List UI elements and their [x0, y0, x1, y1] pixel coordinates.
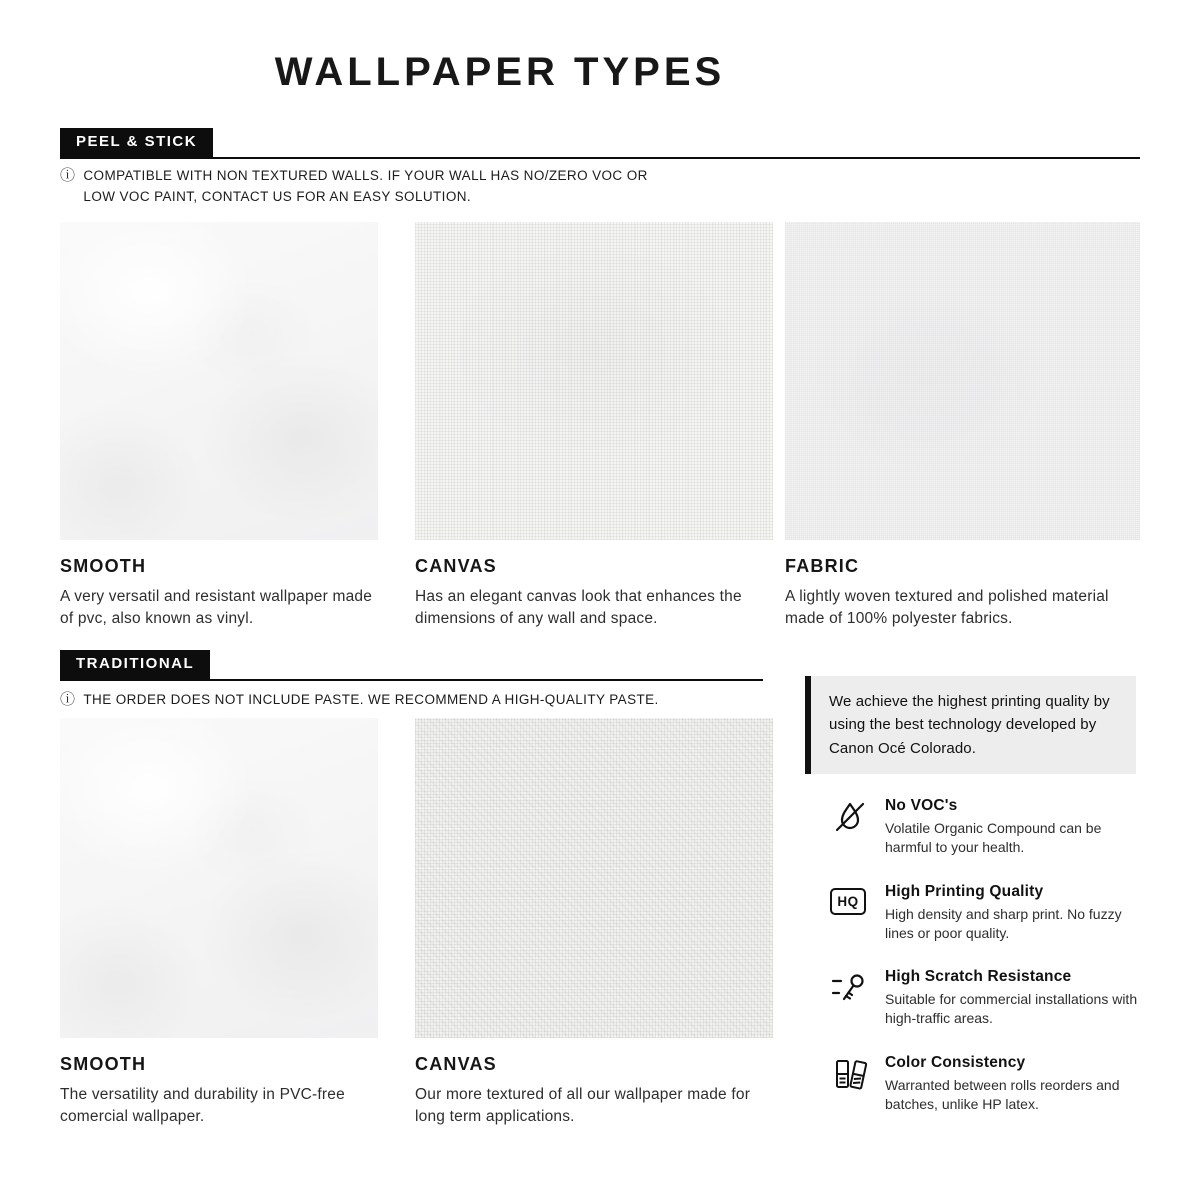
feature-title: High Scratch Resistance — [885, 968, 1072, 985]
wallpaper-card-peel-fabric — [785, 222, 1140, 629]
feature-description: High density and sharp print. No fuzzy lines or poor quality. — [885, 906, 1122, 942]
swatch-canvas-texture — [415, 718, 773, 1038]
feature-body — [885, 797, 1142, 858]
card-description: A very versatil and resistant wallpaper made of pvc, also known as vinyl. — [60, 588, 373, 627]
feature-description: Warranted between rolls reorders and batches, unlike HP latex. — [885, 1077, 1120, 1113]
card-title: FABRIC — [785, 556, 860, 576]
feature-body — [885, 1054, 1142, 1115]
feature-no-vocs — [830, 797, 1142, 858]
card-description: The versatility and durability in PVC-free comercial wallpaper. — [60, 1086, 345, 1125]
feature-high-printing-quality — [830, 883, 1142, 944]
card-title: SMOOTH — [60, 1054, 147, 1074]
swatch-smooth-texture — [60, 718, 378, 1038]
feature-description: Suitable for commercial installations with high-traffic areas. — [885, 991, 1138, 1027]
card-title: CANVAS — [415, 1054, 497, 1074]
feature-title: Color Consistency — [885, 1054, 1026, 1071]
info-icon: ⓘ — [60, 691, 76, 708]
wallpaper-card-traditional-smooth — [60, 718, 378, 1127]
color-swatches-icon — [830, 1054, 870, 1094]
wallpaper-card-traditional-canvas — [415, 718, 773, 1127]
page-title: WALLPAPER TYPES — [274, 50, 726, 94]
section-badge-peel-stick: PEEL & STICK — [60, 128, 213, 157]
section-header-traditional — [60, 650, 763, 681]
card-description: A lightly woven textured and polished material made of 100% polyester fabrics. — [785, 588, 1109, 627]
section-header-peel-stick — [60, 128, 1140, 159]
hq-icon-label: HQ — [830, 888, 866, 915]
feature-body — [885, 883, 1142, 944]
hq-icon — [830, 883, 870, 923]
card-description: Has an elegant canvas look that enhances the dimensions of any wall and space. — [415, 588, 742, 627]
scratch-resistance-icon — [830, 968, 870, 1008]
feature-title: No VOC's — [885, 797, 958, 814]
wallpaper-card-peel-canvas — [415, 222, 773, 629]
wallpaper-card-peel-smooth — [60, 222, 378, 629]
note-traditional — [60, 690, 780, 711]
swatch-smooth-texture — [60, 222, 378, 540]
feature-body — [885, 968, 1142, 1029]
feature-scratch-resistance — [830, 968, 1142, 1029]
info-icon: ⓘ — [60, 167, 76, 184]
note-peel-stick — [60, 166, 670, 208]
feature-title: High Printing Quality — [885, 883, 1044, 900]
feature-description: Volatile Organic Compound can be harmful to your health. — [885, 820, 1102, 856]
swatch-fabric-texture — [785, 222, 1140, 540]
card-title: CANVAS — [415, 556, 497, 576]
section-badge-traditional: TRADITIONAL — [60, 650, 210, 679]
card-title: SMOOTH — [60, 556, 147, 576]
no-voc-icon — [830, 797, 870, 837]
feature-color-consistency — [830, 1054, 1142, 1115]
note-text-peel-stick: COMPATIBLE WITH NON TEXTURED WALLS. IF YOUR WALL HAS NO/ZERO VOC OR LOW VOC PAINT, CONTACT US FOR AN EASY SOLUTION. — [83, 168, 648, 204]
note-text-traditional: THE ORDER DOES NOT INCLUDE PASTE. WE RECOMMEND A HIGH-QUALITY PASTE. — [83, 692, 659, 707]
swatch-canvas-texture — [415, 222, 773, 540]
card-description: Our more textured of all our wallpaper made for long term applications. — [415, 1086, 751, 1125]
printing-quality-quote: We achieve the highest printing quality by using the best technology developed by Canon Océ Colorado. — [805, 676, 1136, 774]
